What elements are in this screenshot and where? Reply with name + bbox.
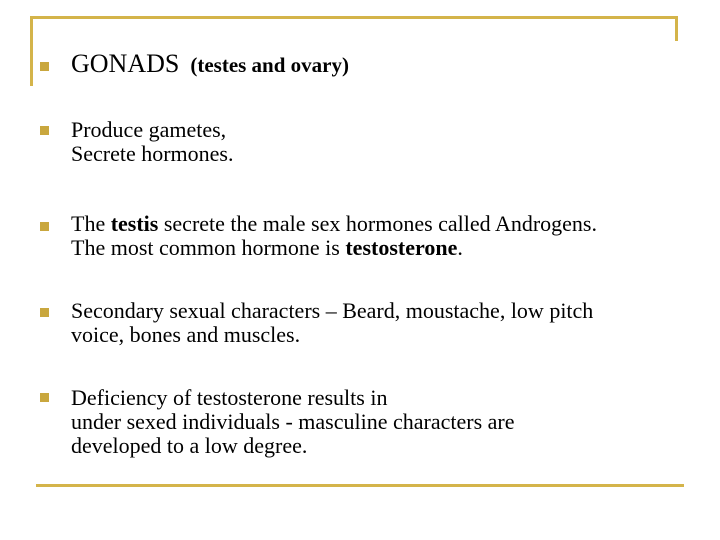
bullet-line: Secrete hormones. [71, 141, 234, 166]
text-run: . [457, 235, 463, 260]
bullet-line: voice, bones and muscles. [71, 322, 301, 347]
bullet-line: Produce gametes, [71, 117, 227, 142]
bold-term-testis: testis [110, 211, 159, 236]
bullet-text-testis [71, 212, 597, 260]
title-main: GONADS [71, 49, 180, 78]
bullet-text-secondary [71, 299, 593, 347]
slide-frame-top [30, 16, 678, 19]
bullet-square-icon [40, 393, 49, 402]
bullet-square-icon [40, 308, 49, 317]
slide-title [71, 49, 349, 78]
text-run: The [71, 211, 111, 236]
bullet-line: Deficiency of testosterone results in [71, 385, 388, 410]
text-run: secrete the male sex hormones called Androgens. [158, 211, 597, 236]
bold-term-testosterone: testosterone [345, 235, 458, 260]
bullet-text-deficiency [71, 386, 514, 458]
bullet-line: Secondary sexual characters – Beard, moustache, low pitch [71, 298, 594, 323]
bullet-text-gametes [71, 118, 234, 166]
bullet-line: developed to a low degree. [71, 433, 308, 458]
bullet-line [71, 236, 597, 260]
bullet-square-icon [40, 126, 49, 135]
slide-frame-right [675, 16, 678, 41]
title-sub: (testes and ovary) [190, 53, 349, 77]
bullet-square-icon [40, 62, 49, 71]
bullet-line [71, 212, 597, 236]
bullet-line: under sexed individuals - masculine characters are [71, 409, 515, 434]
bullet-square-icon [40, 222, 49, 231]
slide-frame-left [30, 16, 33, 86]
slide-frame-bottom [36, 484, 684, 487]
text-run: The most common hormone is [71, 235, 346, 260]
